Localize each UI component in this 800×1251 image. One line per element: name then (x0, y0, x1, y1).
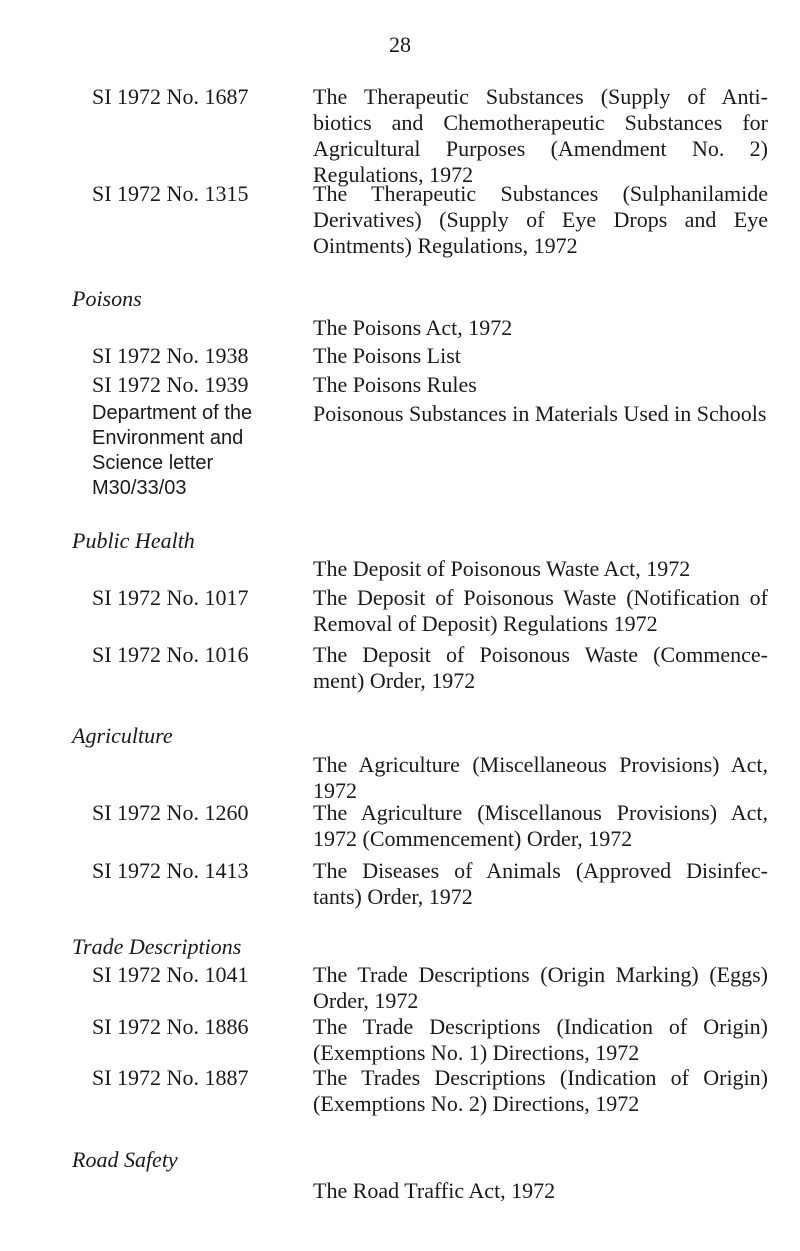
si-reference: SI 1972 No. 1315 (92, 181, 249, 206)
regulation-title: The Trades Descriptions (Indication of Origin) (Exemptions No. 2) Directions, 1972 (313, 1065, 768, 1116)
si-reference: SI 1972 No. 1413 (92, 858, 249, 883)
act-title: The Agriculture (Miscellaneous Provisions) Act, 1972 (313, 752, 768, 803)
regulation-title: The Therapeutic Substances (Sulphanilamide Derivatives) (Supply of Eye Drops and Eye Ointments) Regulations, 1972 (313, 181, 768, 258)
section-heading-trade-descriptions: Trade Descriptions (72, 934, 242, 959)
regulation-title: The Agriculture (Miscellanous Provisions) Act, 1972 (Commencement) Order, 1972 (313, 800, 768, 851)
section-heading-road-safety: Road Safety (72, 1147, 178, 1172)
regulation-title: The Trade Descriptions (Origin Marking) (Eggs) Order, 1972 (313, 962, 768, 1013)
si-reference: SI 1972 No. 1887 (92, 1065, 249, 1090)
section-heading-public-health: Public Health (72, 528, 195, 553)
regulation-title: The Deposit of Poisonous Waste (Notification of Removal of Deposit) Regulations 1972 (313, 585, 768, 636)
regulation-title: The Diseases of Animals (Approved Disinfec-tants) Order, 1972 (313, 858, 768, 909)
section-heading-agriculture: Agriculture (72, 723, 173, 748)
regulation-title: The Therapeutic Substances (Supply of Anti-biotics and Chemotherapeutic Substances for Agricultural Purposes (Amendment No. 2) Regulations, 1972 (313, 84, 768, 187)
si-reference: SI 1972 No. 1939 (92, 372, 249, 397)
regulation-title: The Trade Descriptions (Indication of Origin) (Exemptions No. 1) Directions, 1972 (313, 1014, 768, 1065)
section-heading-poisons: Poisons (72, 286, 142, 311)
si-reference: SI 1972 No. 1687 (92, 84, 249, 109)
regulation-title: The Poisons List (313, 343, 461, 368)
si-reference: SI 1972 No. 1016 (92, 642, 249, 667)
si-reference: SI 1972 No. 1260 (92, 800, 249, 825)
department-letter-reference: Department of the Environment and Science letter M30/33/03 (92, 402, 253, 499)
act-title: The Road Traffic Act, 1972 (313, 1178, 556, 1203)
si-reference: SI 1972 No. 1017 (92, 585, 249, 610)
regulation-title: Poisonous Substances in Materials Used in Schools (313, 401, 767, 426)
act-title: The Deposit of Poisonous Waste Act, 1972 (313, 556, 691, 581)
regulation-title: The Deposit of Poisonous Waste (Commence-ment) Order, 1972 (313, 642, 768, 693)
act-title: The Poisons Act, 1972 (313, 315, 513, 340)
si-reference: SI 1972 No. 1938 (92, 343, 249, 368)
si-reference: SI 1972 No. 1041 (92, 962, 249, 987)
regulation-title: The Poisons Rules (313, 372, 477, 397)
page-number: 28 (389, 32, 411, 57)
si-reference: SI 1972 No. 1886 (92, 1014, 249, 1039)
